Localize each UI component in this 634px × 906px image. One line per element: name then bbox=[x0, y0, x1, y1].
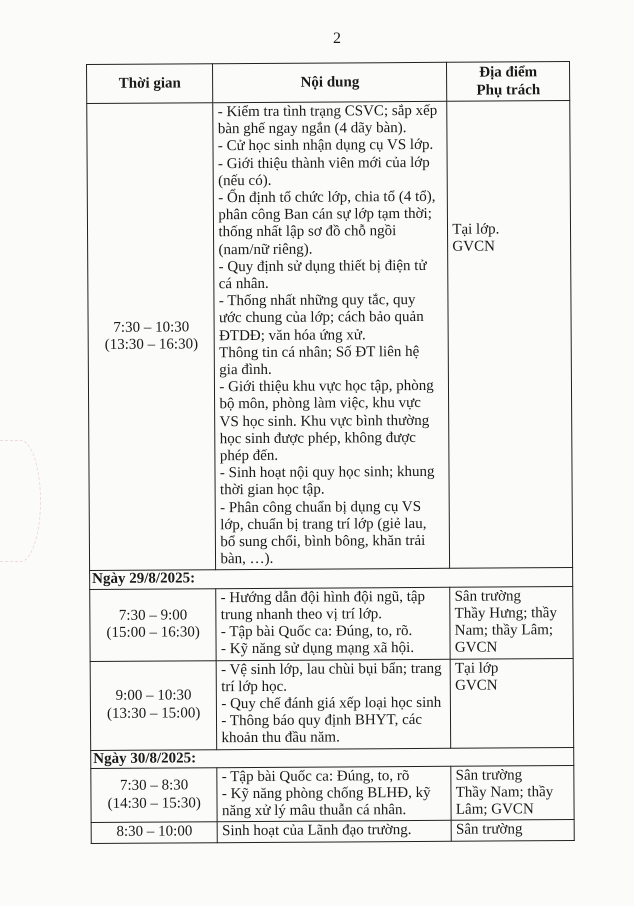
content-line: bộ môn, phòng làm việc, khu vực bbox=[219, 395, 421, 413]
content-line: - Kiểm tra tình trạng CSVC; sắp xếp bbox=[217, 102, 438, 121]
content-line: trung nhanh theo vị trí lớp. bbox=[220, 606, 383, 624]
content-line: (nếu có). bbox=[218, 172, 272, 190]
content-line: (nam/nữ riêng). bbox=[218, 241, 313, 258]
table-row bbox=[90, 586, 573, 661]
content-line: - Thông báo quy định BHYT, các bbox=[221, 712, 423, 730]
content-line: bổ sung chổi, bình bông, khăn trải bbox=[220, 533, 426, 551]
day-label: Ngày 29/8/2025: bbox=[90, 568, 573, 589]
place-line: GVCN bbox=[455, 677, 498, 694]
time-cell bbox=[91, 822, 218, 843]
place-line: Tại lớp bbox=[454, 659, 499, 677]
place-cell bbox=[451, 765, 574, 820]
content-line: thống nhất lập sơ đồ chỗ ngồi bbox=[218, 223, 397, 241]
place-line: Lâm; GVCN bbox=[455, 801, 534, 818]
content-line: Thông tin cá nhân; Số ĐT liên hệ bbox=[219, 343, 420, 362]
content-line: - Kỹ năng sử dụng mạng xã hội. bbox=[220, 640, 415, 658]
content-line: - Hướng dẫn đội hình đội ngũ, tập bbox=[220, 588, 426, 606]
place-line: GVCN bbox=[452, 238, 495, 255]
place-cell bbox=[447, 101, 573, 569]
content-line: - Kỹ năng phòng chống BLHĐ, kỹ bbox=[221, 784, 431, 803]
content-cell bbox=[213, 101, 450, 570]
table-body bbox=[87, 101, 575, 843]
content-line: - Giới thiệu thành viên mới của lớp bbox=[217, 154, 430, 172]
place-cell bbox=[451, 820, 574, 841]
content-line: bàn, …). bbox=[220, 551, 274, 568]
time-line: 8:30 – 10:00 bbox=[116, 823, 193, 841]
time-cell bbox=[87, 103, 216, 571]
header-place-line: Phụ trách bbox=[476, 82, 541, 99]
time-line: 7:30 – 10:30 bbox=[113, 319, 190, 336]
content-line: - Quy định sử dụng thiết bị điện tử bbox=[218, 257, 427, 276]
time-line: (13:30 – 15:00) bbox=[106, 704, 201, 722]
time-cell bbox=[90, 660, 217, 750]
place-line: Tại lớp. bbox=[452, 221, 500, 238]
content-cell bbox=[217, 659, 451, 749]
place-line: GVCN bbox=[454, 639, 498, 657]
page-number: 2 bbox=[333, 30, 341, 47]
time-line: 7:30 – 8:30 bbox=[119, 777, 189, 795]
content-line: thời gian học tập. bbox=[219, 482, 325, 499]
day-label: Ngày 30/8/2025: bbox=[91, 747, 574, 768]
content-line: - Tập bài Quốc ca: Đúng, to, rõ. bbox=[220, 623, 413, 641]
schedule-table bbox=[86, 61, 575, 843]
header-time: Thời gian bbox=[87, 64, 214, 104]
content-line: - Quy chế đánh giá xếp loại học sinh bbox=[221, 694, 442, 713]
content-line: - Giới thiệu khu vực học tập, phòng bbox=[219, 378, 434, 396]
place-cell bbox=[450, 658, 573, 748]
content-line: VS học sinh. Khu vực bình thường bbox=[219, 412, 430, 430]
time-line: (15:00 – 16:30) bbox=[106, 624, 200, 641]
header-place-line: Địa điểm bbox=[479, 64, 538, 81]
content-line: ước chung của lớp; cách bảo quản bbox=[218, 309, 424, 327]
content-line: - Vệ sinh lớp, lau chùi bụi bẩn; trang bbox=[221, 660, 442, 678]
content-line: - Sinh hoạt nội quy học sinh; khung bbox=[219, 464, 435, 482]
content-line: gia đình. bbox=[219, 361, 272, 379]
content-line: học sinh được phép, không được bbox=[219, 429, 416, 448]
table-row bbox=[90, 658, 574, 750]
content-line: lớp, chuẩn bị trang trí lớp (giẻ lau, bbox=[220, 515, 427, 534]
time-line: 7:30 – 9:00 bbox=[118, 607, 188, 624]
time-cell bbox=[90, 588, 217, 661]
place-line: Thầy Nam; thầy bbox=[455, 784, 554, 801]
content-line: - Cử học sinh nhận dụng cụ VS lớp. bbox=[217, 137, 434, 155]
place-line: Sân trường bbox=[454, 588, 522, 605]
content-line: cá nhân. bbox=[218, 275, 269, 293]
place-cell bbox=[450, 586, 573, 659]
content-line: - Tập bài Quốc ca: Đúng, to, rõ bbox=[221, 767, 410, 785]
content-line: bàn ghế ngay ngắn (4 dãy bàn). bbox=[217, 120, 407, 138]
faded-seal-stamp bbox=[0, 440, 41, 562]
place-line: Nam; thầy Lâm; bbox=[454, 622, 554, 639]
content-line: - Ổn định tổ chức lớp, chia tổ (4 tổ), bbox=[218, 188, 436, 207]
time-line: (14:30 – 15:30) bbox=[107, 794, 201, 812]
content-line: khoản thu đầu năm. bbox=[221, 729, 340, 747]
content-cell bbox=[217, 766, 451, 822]
content-cell bbox=[216, 587, 450, 660]
table-header-row bbox=[87, 62, 570, 104]
content-line: - Phân công chuẩn bị dụng cụ VS bbox=[220, 498, 422, 516]
place-line: Thầy Hưng; thầy bbox=[454, 605, 557, 622]
header-place bbox=[447, 62, 570, 102]
content-line: trí lớp học. bbox=[221, 678, 288, 695]
table-row bbox=[87, 101, 573, 571]
content-line: phân công Ban cán sự lớp tạm thời; bbox=[218, 206, 432, 224]
time-line: (13:30 – 16:30) bbox=[104, 336, 199, 354]
place-line: Sân trường bbox=[455, 767, 523, 784]
time-cell bbox=[91, 767, 218, 822]
table-row bbox=[91, 820, 574, 843]
content-line: năng xử lý mâu thuẫn cá nhân. bbox=[221, 802, 407, 820]
content-line: phép đến. bbox=[219, 447, 279, 465]
time-line: 9:00 – 10:30 bbox=[115, 687, 192, 705]
content-line: ĐTDĐ; văn hóa ứng xử. bbox=[219, 326, 366, 344]
content-line: - Thống nhất những quy tắc, quy bbox=[218, 292, 416, 310]
place-line: Sân trường bbox=[455, 821, 523, 839]
header-content: Nội dung bbox=[213, 62, 447, 102]
content-cell bbox=[218, 821, 452, 843]
table-row bbox=[91, 765, 574, 823]
content-line: Sinh hoạt của Lãnh đạo trường. bbox=[222, 822, 412, 840]
